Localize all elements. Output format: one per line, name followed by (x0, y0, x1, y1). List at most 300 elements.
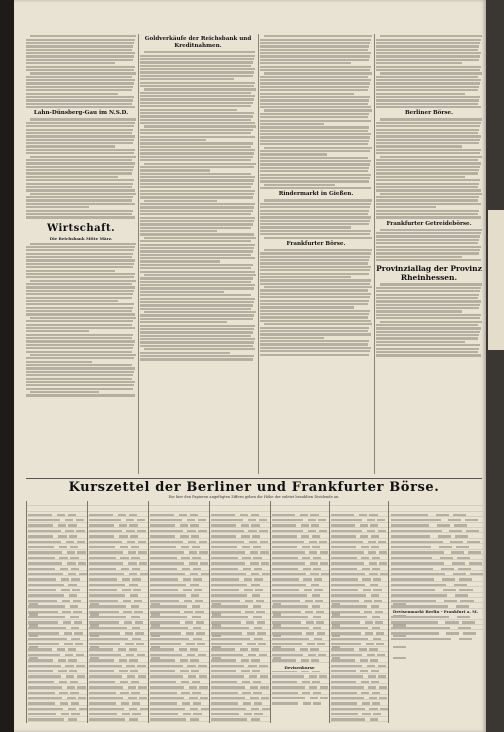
text-line (140, 314, 254, 316)
text-line (376, 199, 478, 201)
text-line (260, 343, 368, 345)
text-line (376, 59, 479, 61)
text-line (264, 199, 372, 201)
text-line (26, 371, 134, 373)
text-line (376, 125, 480, 127)
text-line (140, 82, 255, 84)
body-text (260, 35, 372, 189)
text-line (140, 345, 253, 347)
text-line (376, 39, 481, 41)
text-line (140, 220, 254, 222)
text-line (260, 150, 370, 152)
table-box (271, 665, 328, 671)
text-line (140, 115, 253, 117)
text-line (260, 69, 370, 71)
text-line (140, 146, 251, 148)
text-line (260, 140, 369, 142)
table-row (88, 506, 148, 511)
text-line (376, 176, 465, 178)
text-line (26, 52, 135, 54)
text-line (260, 256, 370, 258)
text-line (26, 189, 135, 191)
text-line (140, 105, 251, 107)
text-line (260, 39, 371, 41)
text-line (140, 277, 253, 279)
text-line (140, 321, 227, 323)
text-line (260, 273, 369, 275)
text-line (144, 348, 255, 350)
text-line (260, 76, 368, 78)
text-line (260, 296, 370, 298)
text-line (26, 132, 132, 134)
text-line (140, 260, 220, 262)
text-line (26, 361, 92, 363)
text-line (260, 259, 369, 261)
text-line (140, 230, 217, 232)
text-line (376, 106, 481, 108)
text-line (260, 313, 369, 315)
text-line (264, 147, 372, 149)
column-rule (138, 34, 139, 474)
text-line (140, 176, 255, 178)
section-heading: Goldverkäufe der Reichsbank und Kreditnahmen. (144, 36, 252, 49)
text-line (140, 132, 251, 134)
section-heading: Wirtschaft. (46, 222, 116, 234)
text-line (260, 133, 371, 135)
text-line (260, 167, 369, 169)
text-line (140, 291, 224, 293)
text-line (140, 227, 251, 229)
text-line (376, 132, 478, 134)
text-line (144, 125, 256, 127)
text-line (264, 237, 372, 239)
table-row (88, 722, 148, 723)
table-row (210, 506, 270, 511)
text-line (376, 290, 480, 292)
text-line (380, 72, 482, 74)
text-line (140, 169, 210, 171)
text-line (26, 86, 133, 88)
text-line (140, 358, 253, 360)
text-line (376, 172, 478, 174)
text-line (376, 52, 481, 54)
text-line (140, 119, 251, 121)
text-line (376, 69, 480, 71)
text-line (140, 58, 254, 60)
table-column (209, 501, 270, 723)
text-line (376, 89, 478, 91)
text-line (26, 276, 134, 278)
text-line (376, 294, 479, 296)
text-line (140, 186, 251, 188)
text-line (140, 264, 253, 266)
body-text (26, 35, 136, 108)
text-line (376, 159, 478, 161)
text-line (264, 109, 372, 111)
text-line (376, 169, 479, 171)
text-line (376, 297, 478, 299)
text-line (376, 337, 478, 339)
text-line (144, 200, 217, 202)
text-line (30, 35, 136, 37)
text-line (140, 213, 251, 215)
text-line (144, 51, 255, 53)
text-line (26, 300, 118, 302)
text-line (26, 196, 133, 198)
text-line (260, 126, 369, 128)
text-line (140, 223, 253, 225)
table-row (27, 722, 87, 723)
text-line (260, 327, 369, 329)
text-line (26, 351, 132, 353)
text-line (140, 193, 254, 195)
text-line (260, 180, 369, 182)
text-line (376, 183, 479, 185)
text-line (260, 303, 368, 305)
text-line (380, 283, 482, 285)
text-line (30, 72, 136, 74)
section-heading: Provinziallag der Provinz Rheinhessen. (376, 264, 482, 283)
text-line (376, 122, 481, 124)
text-line (376, 179, 480, 181)
text-line (30, 118, 136, 120)
text-line (26, 378, 132, 380)
text-line (260, 42, 370, 44)
text-line (376, 166, 480, 168)
text-line (26, 99, 133, 101)
text-line (260, 266, 371, 268)
text-line (140, 244, 255, 246)
text-line (260, 143, 368, 145)
text-line (26, 357, 134, 359)
text-line (140, 152, 254, 154)
section-heading: Frankfurter Börse. (286, 240, 346, 247)
text-line (260, 340, 369, 342)
text-line (140, 95, 255, 97)
table-column (270, 501, 329, 723)
article-column-3 (260, 34, 372, 474)
text-line (140, 331, 253, 333)
text-line (376, 232, 481, 234)
text-line (260, 350, 370, 352)
text-line (140, 352, 230, 354)
text-line (260, 79, 371, 81)
text-line (140, 250, 253, 252)
table-row (330, 506, 388, 511)
text-line (140, 206, 254, 208)
text-line (140, 122, 255, 124)
text-line (26, 347, 133, 349)
text-line (140, 325, 255, 327)
text-line (376, 351, 478, 353)
text-line (26, 79, 135, 81)
text-line (376, 149, 481, 151)
text-line (26, 135, 135, 137)
text-line (376, 103, 478, 105)
text-line (26, 216, 135, 218)
body-text (260, 199, 372, 238)
text-line (26, 82, 134, 84)
text-line (140, 355, 254, 357)
text-line (26, 313, 135, 315)
text-line (26, 122, 135, 124)
text-line (376, 139, 480, 141)
text-line (140, 65, 251, 67)
text-line (26, 69, 134, 71)
next-page-edge (488, 210, 504, 350)
text-line (140, 190, 255, 192)
article-column-4 (376, 34, 482, 474)
text-line (264, 323, 372, 325)
text-line (376, 246, 481, 248)
text-line (26, 106, 135, 108)
text-line (26, 246, 135, 248)
text-line (26, 263, 134, 265)
text-line (140, 75, 253, 77)
body-text (260, 249, 372, 356)
text-line (140, 281, 251, 283)
text-line (264, 35, 372, 37)
table-column (26, 501, 87, 723)
text-line (26, 324, 132, 326)
text-line (376, 189, 481, 191)
text-line (26, 176, 118, 178)
text-line (26, 169, 133, 171)
text-line (140, 304, 253, 306)
text-line (140, 341, 254, 343)
text-line (26, 381, 135, 383)
text-line (140, 318, 253, 320)
text-line (140, 298, 255, 300)
text-line (140, 183, 253, 185)
text-line (376, 304, 480, 306)
text-line (260, 213, 368, 215)
text-line (380, 118, 482, 120)
text-line (26, 374, 133, 376)
text-line (140, 102, 253, 104)
text-line (376, 327, 481, 329)
text-line (26, 297, 132, 299)
text-line (140, 173, 251, 175)
text-line (26, 96, 134, 98)
text-line (260, 163, 370, 165)
text-line (260, 206, 370, 208)
text-line (260, 252, 371, 254)
text-line (26, 129, 133, 131)
text-line (260, 123, 324, 125)
text-line (26, 320, 133, 322)
section-heading: Lahn-Dünsberg-Gau im N.S.D. (33, 110, 129, 117)
text-line (140, 92, 251, 94)
text-line (260, 210, 369, 212)
text-line (260, 99, 369, 101)
text-line (376, 45, 479, 47)
text-line (376, 310, 462, 312)
text-line (260, 174, 371, 176)
text-line (260, 113, 369, 115)
text-line (26, 45, 133, 47)
text-line (380, 193, 482, 195)
text-line (26, 152, 134, 154)
text-line (140, 55, 255, 57)
text-line (26, 162, 135, 164)
text-line (376, 129, 479, 131)
text-line (26, 125, 134, 127)
text-line (260, 82, 370, 84)
text-line (376, 196, 479, 198)
text-line (260, 120, 371, 122)
text-line (140, 210, 253, 212)
text-line (26, 253, 133, 255)
text-line (260, 55, 370, 57)
text-line (260, 153, 327, 155)
text-line (30, 156, 136, 158)
text-line (140, 78, 234, 80)
text-line (376, 99, 479, 101)
text-line (260, 320, 371, 322)
text-line (260, 330, 368, 332)
stock-tables (26, 501, 482, 723)
text-line (260, 160, 371, 162)
text-line (260, 283, 370, 285)
text-line (26, 166, 134, 168)
table-box-label: Devisenkurse (271, 665, 328, 671)
text-line (26, 394, 135, 396)
text-line (140, 85, 254, 87)
text-line (260, 59, 369, 61)
text-line (30, 354, 136, 356)
text-line (26, 55, 134, 57)
text-line (376, 96, 480, 98)
text-line (140, 233, 254, 235)
section-heading: Rindermarkt in Gießen. (278, 191, 354, 198)
text-line (140, 142, 253, 144)
scan-margin-right (486, 0, 504, 732)
text-line (376, 213, 478, 215)
text-line (26, 270, 115, 272)
text-line (260, 45, 369, 47)
text-line (26, 259, 135, 261)
text-line (260, 96, 370, 98)
text-line (26, 149, 135, 151)
text-line (376, 348, 479, 350)
text-line (264, 72, 372, 74)
text-line (26, 330, 89, 332)
text-line (26, 139, 134, 141)
text-line (26, 145, 115, 147)
text-line (376, 203, 481, 205)
text-line (376, 210, 479, 212)
table-row (330, 722, 388, 723)
text-line (376, 62, 462, 64)
text-line (260, 187, 371, 189)
table-row (149, 722, 209, 723)
text-line (26, 103, 132, 105)
text-line (264, 184, 335, 186)
text-line (260, 216, 371, 218)
text-line (260, 226, 351, 228)
text-line (140, 149, 255, 151)
text-line (26, 367, 135, 369)
text-line (260, 52, 371, 54)
text-line (376, 324, 478, 326)
text-line (140, 257, 255, 259)
text-line (26, 249, 134, 251)
text-line (376, 317, 480, 319)
text-line (140, 112, 254, 114)
text-line (140, 159, 251, 161)
text-line (26, 59, 133, 61)
text-line (140, 61, 253, 63)
text-line (26, 183, 133, 185)
body-text (376, 283, 482, 356)
text-line (140, 109, 237, 111)
table-row (27, 506, 87, 511)
text-line (26, 327, 135, 329)
text-line (376, 79, 481, 81)
text-line (140, 328, 254, 330)
text-line (26, 49, 132, 51)
text-line (260, 276, 351, 278)
text-line (376, 239, 479, 241)
text-line (140, 240, 251, 242)
text-line (260, 289, 368, 291)
text-line (26, 62, 115, 64)
text-line (140, 254, 251, 256)
text-line (260, 66, 371, 68)
text-line (26, 203, 135, 205)
text-line (26, 206, 89, 208)
body-text (26, 243, 136, 397)
text-line (260, 293, 371, 295)
text-line (376, 162, 481, 164)
text-line (140, 203, 255, 205)
text-line (260, 220, 370, 222)
text-line (260, 62, 351, 64)
text-line (264, 249, 372, 251)
text-line (376, 287, 481, 289)
text-line (140, 308, 251, 310)
text-line (260, 347, 371, 349)
text-line (380, 229, 482, 231)
divider (26, 478, 482, 479)
text-line (376, 252, 479, 254)
text-line (376, 259, 481, 261)
stock-table-banner (26, 478, 482, 500)
text-line (26, 256, 132, 258)
body-text (376, 229, 482, 262)
column-rule (374, 34, 375, 474)
text-line (140, 68, 255, 70)
text-line (260, 233, 370, 235)
text-line (260, 306, 354, 308)
text-line (260, 89, 368, 91)
text-line (140, 284, 255, 286)
text-line (26, 334, 133, 336)
text-line (26, 273, 135, 275)
text-line (144, 274, 256, 276)
text-line (260, 354, 369, 356)
table-box-label: Devisenmarkt Berlin - Frankfurt a. M. (389, 609, 482, 615)
text-line (376, 42, 480, 44)
text-line (140, 287, 254, 289)
text-line (376, 344, 480, 346)
text-line (30, 280, 136, 282)
text-line (264, 286, 372, 288)
text-line (260, 93, 354, 95)
text-line (140, 136, 255, 138)
text-line (260, 316, 368, 318)
